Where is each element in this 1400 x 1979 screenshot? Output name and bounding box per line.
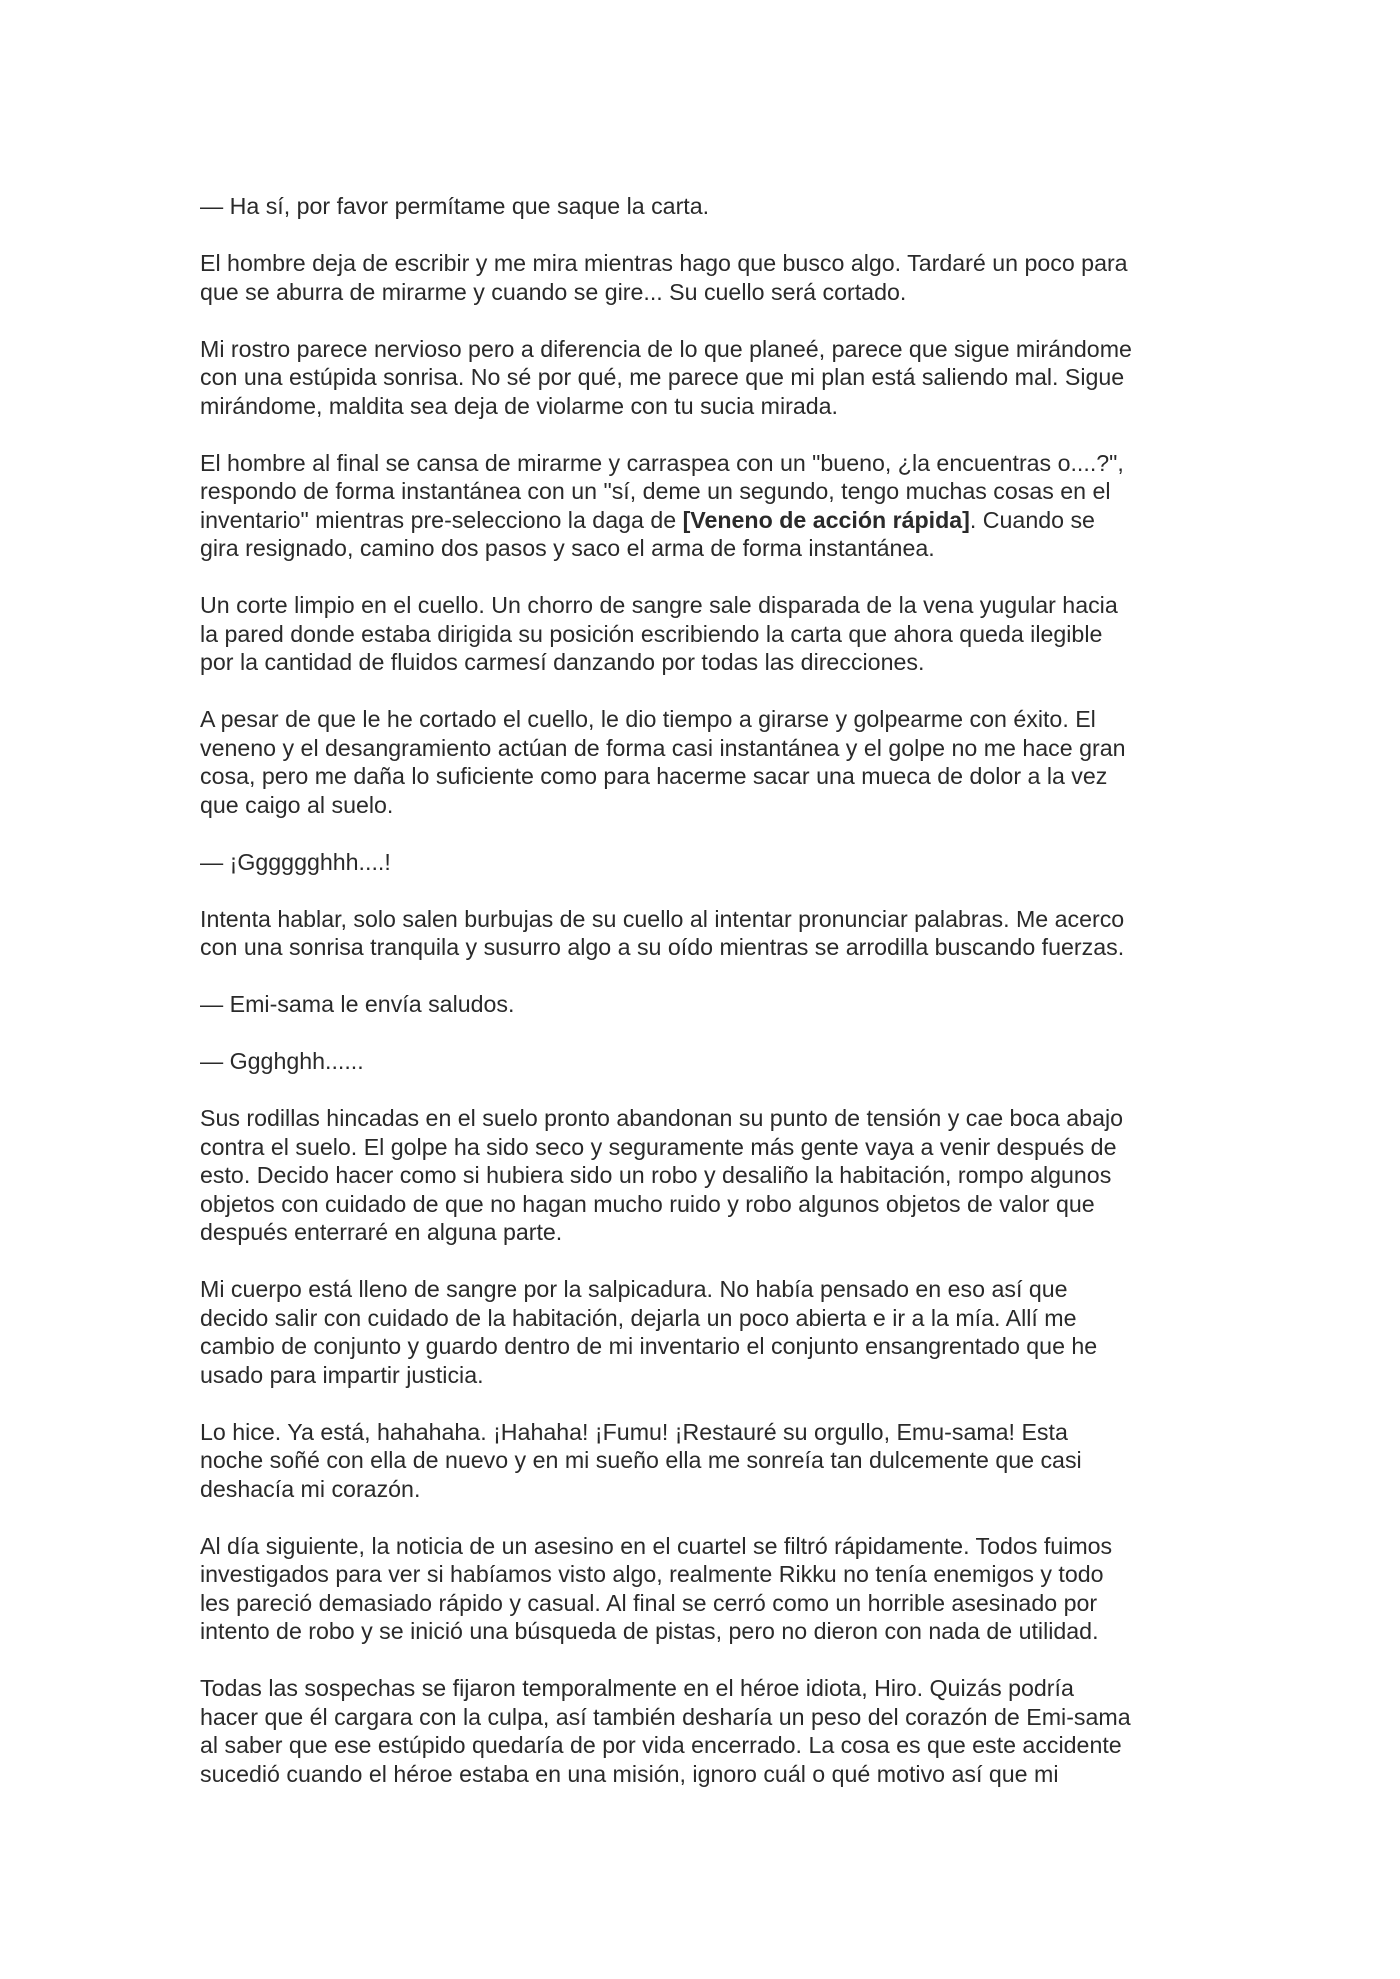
paragraph: Al día siguiente, la noticia de un asesino en el cuartel se filtró rápidamente. Todos fuimos investigados para ver si habíamos visto algo, realmente Rikku no tenía enemigos y todo les pareció demasiado rápido y casual. Al final se cerró como un horrible asesinado por intento de robo y se inició una búsqueda de pistas, pero no dieron con nada de utilidad. [200,1532,1113,1644]
paragraph: A pesar de que le he cortado el cuello, le dio tiempo a girarse y golpearme con éxito. El veneno y el desangramiento actúan de forma casi instantánea y el golpe no me hace gran cosa, pero me daña lo suficiente como para hacerme sacar una mueca de dolor a la vez que caigo al suelo. [200,706,1126,818]
paragraph-text: El hombre al final se cansa de mirarme y carraspea con un "bueno, ¿la encuentras o....?", respondo de forma instantánea con un "sí, deme un segundo, tengo muchas cosas en el inventario" mientras pre-selecciono la daga de [200,449,1124,533]
paragraph: Intenta hablar, solo salen burbujas de su cuello al intentar pronunciar palabras. Me acerco con una sonrisa tranquila y susurro algo a su oído mientras se arrodilla buscando fuerzas. [200,905,1125,960]
paragraph: Un corte limpio en el cuello. Un chorro de sangre sale disparada de la vena yugular hacia la pared donde estaba dirigida su posición escribiendo la carta que ahora queda ilegible por la cantidad de fluidos carmesí danzando por todas las direcciones. [200,592,1118,675]
paragraph: El hombre deja de escribir y me mira mientras hago que busco algo. Tardaré un poco para que se aburra de mirarme y cuando se gire... Su cuello será cortado. [200,250,1128,305]
paragraph [200,449,1200,563]
paragraph: Sus rodillas hincadas en el suelo pronto abandonan su punto de tensión y cae boca abajo contra el suelo. El golpe ha sido seco y seguramente más gente vaya a venir después de esto. Decido hacer como si hubiera sido un robo y desaliño la habitación, rompo algunos objetos con cuidado de que no hagan mucho ruido y robo algunos objetos de valor que después enterraré en alguna parte. [200,1105,1124,1245]
paragraph-text: . Cuando se gira resignado, camino dos pasos y saco el arma de forma instantánea. [200,506,1095,561]
paragraph: — Ha sí, por favor permítame que saque la carta. [200,193,710,219]
dialogue-line: — Ggghghh...... [200,1048,364,1074]
paragraph: Lo hice. Ya está, hahahaha. ¡Hahaha! ¡Fumu! ¡Restauré su orgullo, Emu-sama! Esta noche soñé con ella de nuevo y en mi sueño ella me sonreía tan dulcemente que casi deshacía mi corazón. [200,1418,1082,1502]
paragraph: Todas las sospechas se fijaron temporalmente en el héroe idiota, Hiro. Quizás podría hacer que él cargara con la culpa, así también desharía un peso del corazón de Emi-sama al saber que ese estúpido quedaría de por vida encerrado. La cosa es que este accidente sucedió cuando el héroe estaba en una misión, ignoro cuál o qué motivo así que mi [200,1675,1131,1787]
paragraph: Mi cuerpo está lleno de sangre por la salpicadura. No había pensado en eso así que decido salir con cuidado de la habitación, dejarla un poco abierta e ir a la mía. Allí me cambio de conjunto y guardo dentro de mi inventario el conjunto ensangrentado que he usado para impartir justicia. [200,1276,1098,1388]
bold-item-name: [Veneno de acción rápida] [682,506,970,533]
paragraph: Mi rostro parece nervioso pero a diferencia de lo que planeé, parece que sigue mirándome con una estúpida sonrisa. No sé por qué, me parece que mi plan está saliendo mal. Sigue mirándome, maldita sea deja de violarme con tu sucia mirada. [200,335,1132,419]
dialogue-line: — Emi-sama le envía saludos. [200,991,515,1017]
document-body [200,192,1200,1788]
dialogue-line: — ¡Gggggghhh....! [200,848,391,875]
